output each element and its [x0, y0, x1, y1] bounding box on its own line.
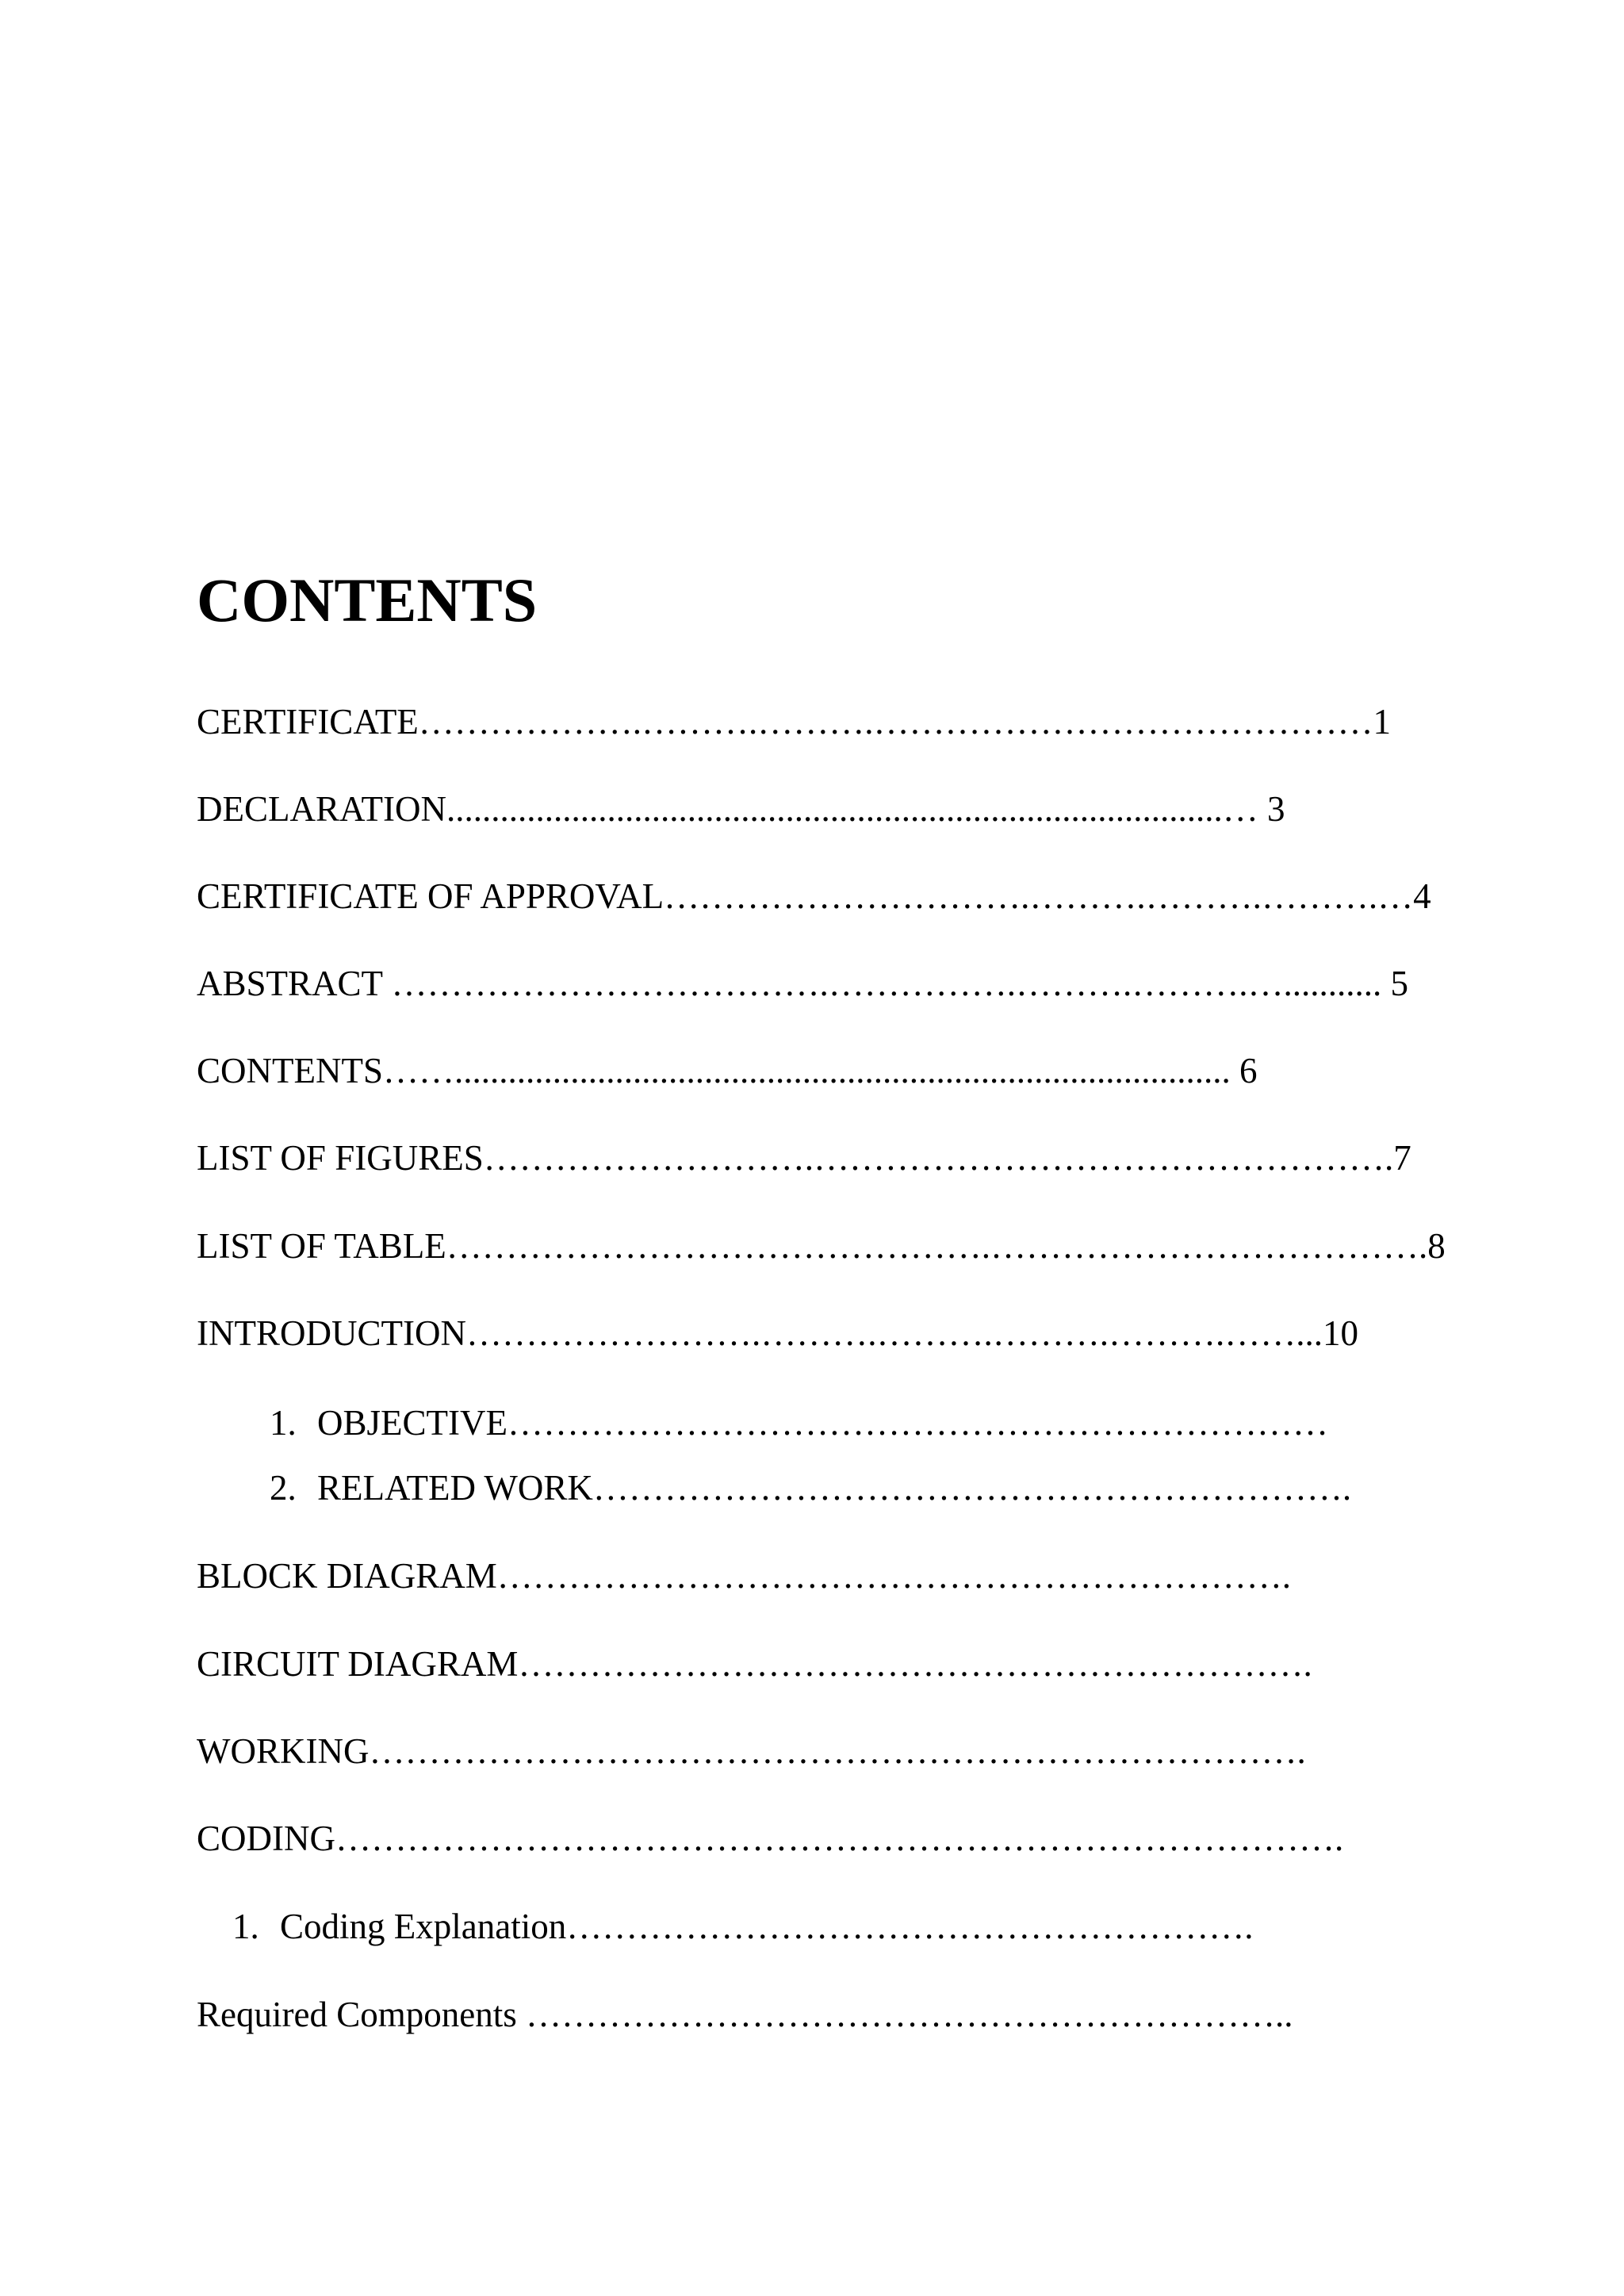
toc-entry-introduction: INTRODUCTION…………………….……….……….……….……….……...10 — [197, 1313, 1358, 1353]
page-title: CONTENTS — [197, 565, 538, 634]
toc-entry-circuit-diagram: CIRCUIT DIAGRAM…………………………………………………………. — [197, 1644, 1312, 1684]
toc-entry-certificate: CERTIFICATE……………….……….……….……………………………………1 — [197, 702, 1392, 742]
toc-entry-list-of-table: LIST OF TABLE……………………………………….……………………………….8 — [197, 1226, 1446, 1266]
toc-entry-working: WORKING……………………………………………………………………. — [197, 1731, 1306, 1771]
toc-subentry-label: OBJECTIVE…………………………………………………………… — [317, 1403, 1328, 1443]
toc-subentry-number: 1. — [270, 1403, 297, 1443]
toc-subentry-label: RELATED WORK………………………………………………………. — [317, 1468, 1352, 1508]
toc-subentry-number: 1. — [232, 1907, 259, 1946]
toc-subentry-label: Coding Explanation…………………………………………………. — [280, 1907, 1254, 1946]
toc-entry-contents: CONTENTS……....................................................................................... 6 — [197, 1051, 1258, 1091]
toc-entry-list-of-figures: LIST OF FIGURES……………………….………………………………………….7 — [197, 1138, 1411, 1178]
toc-entry-abstract: ABSTRACT ……………………………….…………….……….……….…........... 5 — [197, 964, 1408, 1003]
toc-subentry-number: 2. — [270, 1468, 297, 1508]
toc-entry-required-components: Required Components ……………………………………………………….. — [197, 1995, 1293, 2034]
toc-entry-coding: CODING…………………………………………………………………………. — [197, 1819, 1344, 1858]
toc-entry-certificate-of-approval: CERTIFICATE OF APPROVAL………………………….……….……….……….…4 — [197, 876, 1431, 916]
toc-subentry-objective — [270, 1405, 1328, 1441]
toc-subentry-coding-explanation — [232, 1909, 1253, 1945]
toc-subentry-related-work — [270, 1470, 1351, 1506]
toc-entry-block-diagram: BLOCK DIAGRAM…………………………………………………………. — [197, 1556, 1292, 1596]
toc-entry-declaration: DECLARATION.......................................................................................… 3 — [197, 789, 1285, 829]
